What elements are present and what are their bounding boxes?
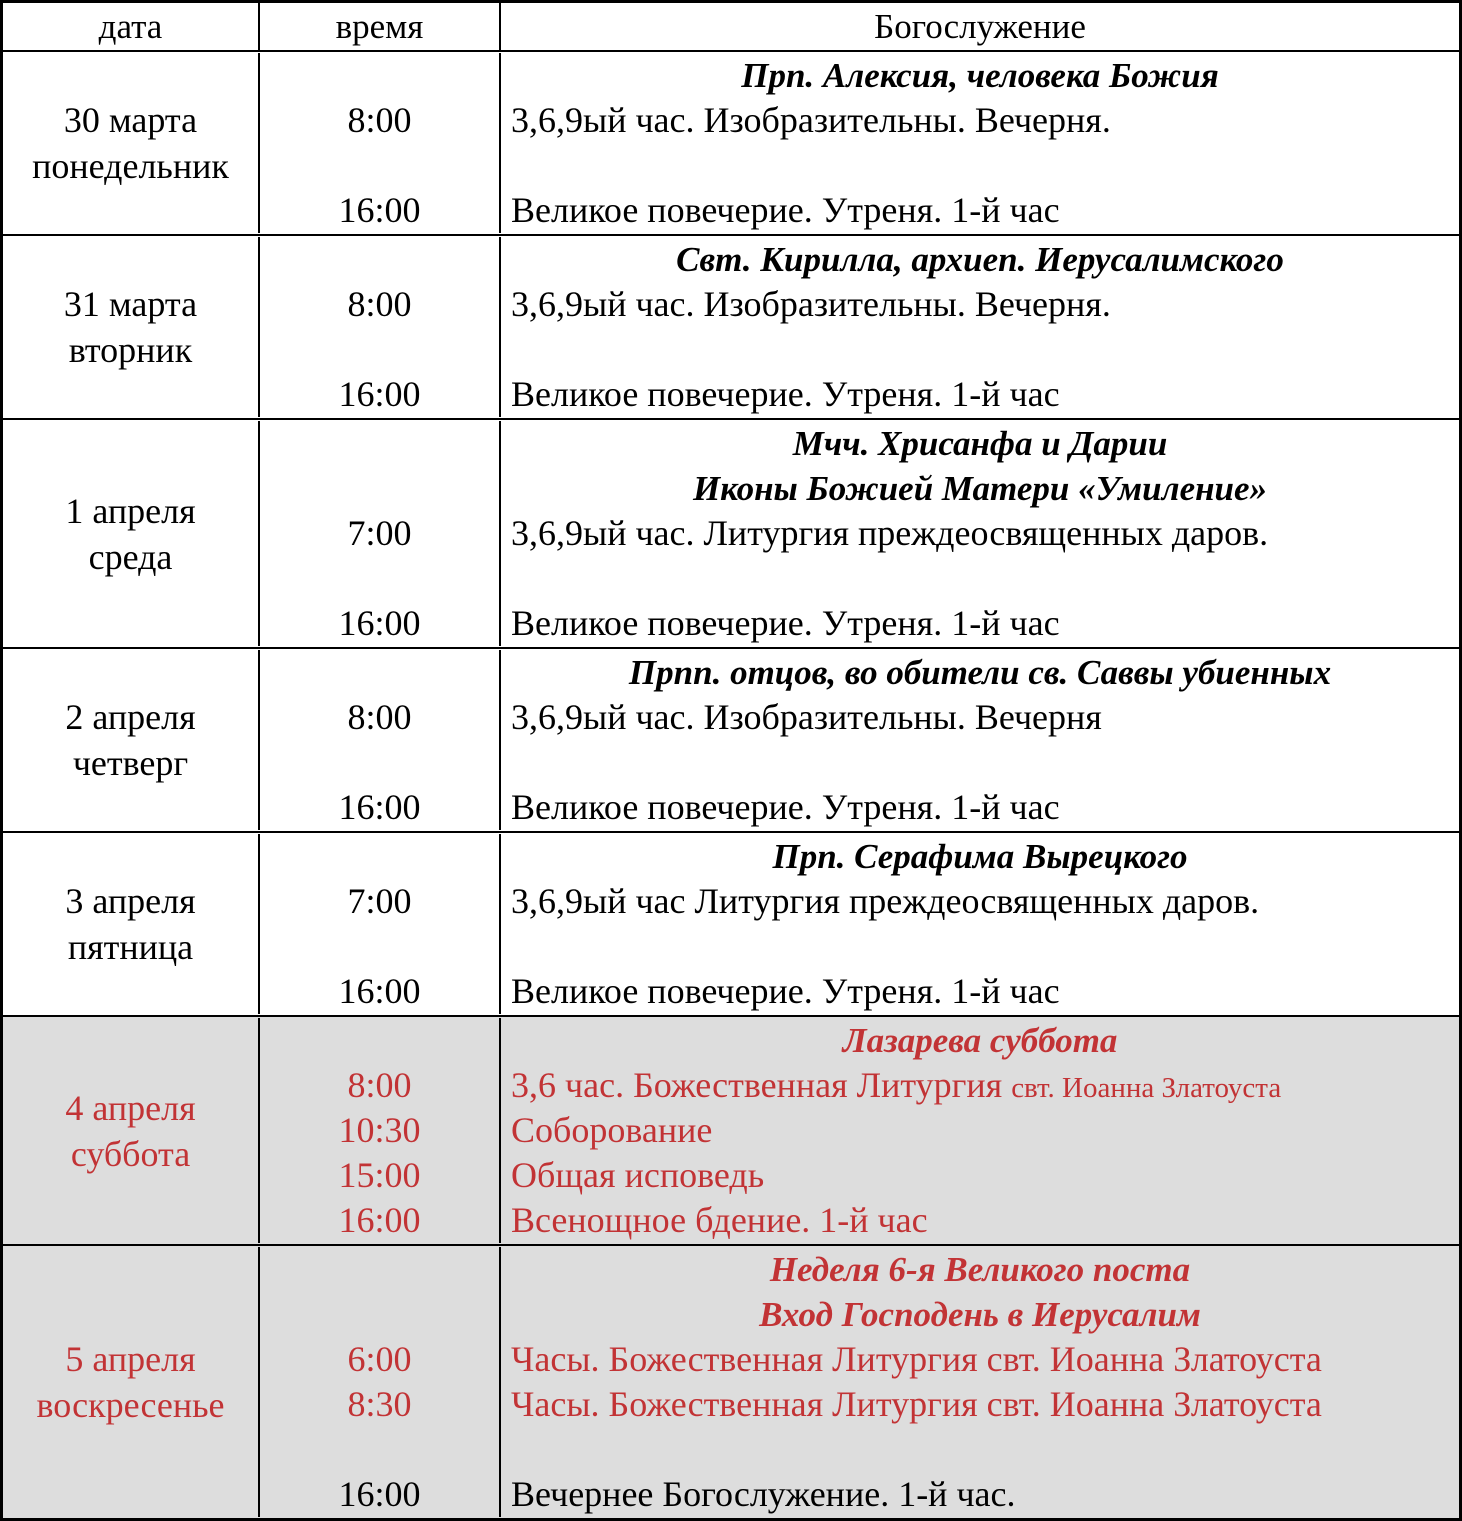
feast-title — [501, 834, 1459, 879]
service-cell — [499, 421, 1459, 646]
service-spacer — [501, 740, 1459, 785]
time-value: 8:00 — [347, 1065, 412, 1105]
service-text: Всенощное бдение. 1-й час — [511, 1200, 928, 1240]
time-cell — [258, 650, 499, 830]
service-text: Иконы Божией Матери «Умиление» — [692, 469, 1268, 508]
service-spacer — [501, 556, 1459, 601]
date-cell — [3, 1247, 258, 1517]
service-text: 3,6,9ый час. Изобразительны. Вечерня. — [511, 100, 1111, 140]
time-value: 16:00 — [338, 1474, 421, 1514]
service-text: Великое повечерие. Утреня. 1-й час — [511, 603, 1060, 643]
feast-title — [501, 650, 1459, 695]
schedule-row — [3, 1015, 1459, 1244]
time-cell — [258, 237, 499, 417]
service-cell — [499, 834, 1459, 1014]
service-cell — [499, 650, 1459, 830]
date-cell — [3, 53, 258, 233]
feast-title — [501, 466, 1459, 511]
time-spacer — [260, 1247, 499, 1292]
date-text: пятница — [67, 927, 194, 967]
service-text: Прп. Серафима Вырецкого — [772, 837, 1188, 876]
date-text: воскресенье — [36, 1385, 225, 1425]
service-text: Вход Господень в Иерусалим — [759, 1295, 1201, 1334]
time-value: 7:00 — [347, 513, 412, 553]
service-cell — [499, 1247, 1459, 1517]
service-text: 3,6,9ый час Литургия преждеосвященных даров. — [511, 881, 1260, 921]
service-description — [501, 1108, 1459, 1153]
service-text-small: свт. Иоанна Златоуста — [1011, 1072, 1282, 1104]
time-spacer — [260, 556, 499, 601]
time-value: 8:00 — [347, 697, 412, 737]
time-spacer — [260, 924, 499, 969]
service-text: Свт. Кирилла, архиеп. Иерусалимского — [676, 240, 1284, 279]
column-header-service: Богослужение — [499, 3, 1459, 50]
service-text: 3,6,9ый час. Изобразительны. Вечерня. — [511, 284, 1111, 324]
time-spacer — [260, 53, 499, 98]
service-text: Великое повечерие. Утреня. 1-й час — [511, 190, 1060, 230]
feast-title — [501, 237, 1459, 282]
time-cell — [258, 834, 499, 1014]
date-text: суббота — [70, 1133, 191, 1174]
service-text: Лазарева суббота — [842, 1021, 1118, 1060]
date-cell — [3, 421, 258, 646]
time-value: 15:00 — [338, 1155, 421, 1195]
time-spacer — [260, 740, 499, 785]
date-text: вторник — [68, 330, 193, 370]
service-text: Прп. Алексия, человека Божия — [741, 56, 1219, 95]
time-spacer — [260, 650, 499, 695]
service-description — [501, 1198, 1459, 1243]
schedule-row — [3, 50, 1459, 234]
service-text: Часы. Божественная Литургия свт. Иоанна Златоуста — [511, 1339, 1322, 1379]
service-text: 3,6 час. Божественная Литургия — [511, 1065, 1012, 1105]
service-description — [501, 188, 1459, 233]
service-cell — [499, 53, 1459, 233]
feast-title — [501, 1247, 1459, 1292]
feast-title — [501, 53, 1459, 98]
service-description — [501, 282, 1459, 327]
service-text: Общая исповедь — [511, 1155, 765, 1195]
service-description — [501, 511, 1459, 556]
schedule-row — [3, 831, 1459, 1015]
date-text: 5 апреля — [65, 1339, 196, 1379]
table-header-row — [3, 3, 1459, 50]
service-description — [501, 879, 1459, 924]
column-header-date: дата — [98, 7, 163, 46]
date-text: понедельник — [32, 146, 229, 186]
service-text: Великое повечерие. Утреня. 1-й час — [511, 787, 1060, 827]
time-cell — [258, 1247, 499, 1517]
service-text: 3,6,9ый час. Изобразительны. Вечерня — [511, 697, 1102, 737]
time-value: 16:00 — [338, 374, 421, 414]
service-description — [501, 601, 1459, 646]
service-description — [501, 1382, 1459, 1427]
service-text: Неделя 6-я Великого поста — [769, 1250, 1191, 1289]
feast-title — [501, 421, 1459, 466]
date-cell — [3, 650, 258, 830]
time-spacer — [260, 143, 499, 188]
time-spacer — [260, 327, 499, 372]
schedule-row — [3, 418, 1459, 647]
schedule-row — [3, 647, 1459, 831]
service-cell — [499, 1018, 1459, 1243]
date-cell — [3, 1018, 258, 1243]
date-cell — [3, 237, 258, 417]
service-text: Вечернее Богослужение. 1-й час. — [511, 1474, 1016, 1514]
service-description — [501, 372, 1459, 417]
service-text: Соборование — [511, 1110, 713, 1150]
time-value: 16:00 — [338, 603, 421, 643]
column-header-time: время — [258, 3, 499, 50]
time-value: 16:00 — [338, 787, 421, 827]
time-spacer — [260, 237, 499, 282]
time-value: 16:00 — [338, 1200, 421, 1240]
time-value: 10:30 — [338, 1110, 421, 1150]
service-text: Мчч. Хрисанфа и Дарии — [792, 424, 1168, 463]
time-value: 7:00 — [347, 881, 412, 921]
service-description — [501, 785, 1459, 830]
time-spacer — [260, 1292, 499, 1337]
date-text: четверг — [72, 743, 189, 783]
time-spacer — [260, 834, 499, 879]
service-description — [501, 1337, 1459, 1382]
time-spacer — [260, 421, 499, 466]
time-value: 16:00 — [338, 971, 421, 1011]
service-spacer — [501, 1427, 1459, 1472]
feast-title — [501, 1292, 1459, 1337]
service-text: 3,6,9ый час. Литургия преждеосвященных даров. — [511, 513, 1269, 553]
service-description — [501, 1153, 1459, 1198]
time-value: 6:00 — [347, 1339, 412, 1379]
time-value: 16:00 — [338, 190, 421, 230]
date-text: 2 апреля — [65, 697, 196, 737]
time-value: 8:00 — [347, 284, 412, 324]
service-description — [501, 98, 1459, 143]
date-text: 30 марта — [63, 100, 198, 140]
service-cell — [499, 237, 1459, 417]
time-value: 8:30 — [347, 1384, 412, 1424]
service-spacer — [501, 143, 1459, 188]
time-cell — [258, 53, 499, 233]
service-spacer — [501, 924, 1459, 969]
date-text: среда — [88, 536, 173, 577]
service-description — [501, 1063, 1459, 1108]
service-text: Великое повечерие. Утреня. 1-й час — [511, 971, 1060, 1011]
date-text: 1 апреля — [65, 490, 196, 531]
date-text: 4 апреля — [65, 1087, 196, 1128]
time-spacer — [260, 466, 499, 511]
service-text: Часы. Божественная Литургия свт. Иоанна Златоуста — [511, 1384, 1322, 1424]
date-text: 31 марта — [63, 284, 198, 324]
service-description — [501, 1472, 1459, 1517]
service-spacer — [501, 327, 1459, 372]
service-text: Прпп. отцов, во обители св. Саввы убиенных — [628, 653, 1332, 692]
time-cell — [258, 1018, 499, 1243]
feast-title — [501, 1018, 1459, 1063]
time-spacer — [260, 1427, 499, 1472]
date-cell — [3, 834, 258, 1014]
time-spacer — [260, 1018, 499, 1063]
schedule-row — [3, 234, 1459, 418]
schedule-row — [3, 1244, 1459, 1518]
date-text: 3 апреля — [65, 881, 196, 921]
service-description — [501, 969, 1459, 1014]
time-cell — [258, 421, 499, 646]
time-value: 8:00 — [347, 100, 412, 140]
service-description — [501, 695, 1459, 740]
service-text: Великое повечерие. Утреня. 1-й час — [511, 374, 1060, 414]
